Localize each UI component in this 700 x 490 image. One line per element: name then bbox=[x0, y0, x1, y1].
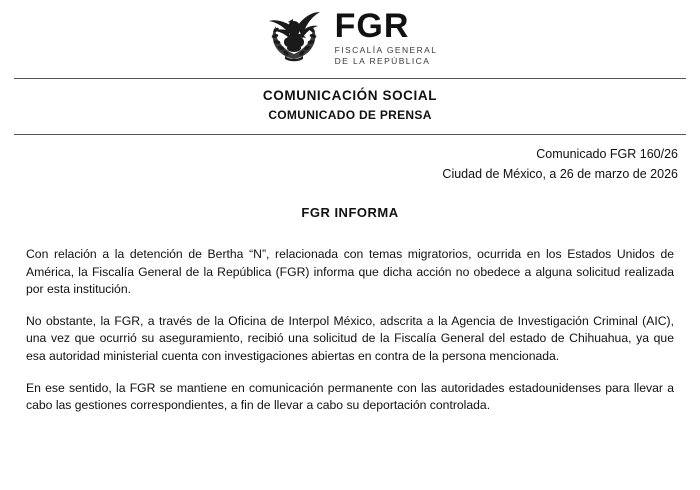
document-header bbox=[0, 0, 700, 68]
bulletin-meta bbox=[0, 135, 700, 181]
brand-line-2: DE LA REPÚBLICA bbox=[334, 55, 431, 66]
brand-lockup bbox=[335, 9, 438, 65]
brand-acronym: FGR bbox=[334, 7, 410, 45]
paragraph: En ese sentido, la FGR se mantiene en comunicación permanente con las autoridades estadounidenses para llevar a cabo las gestiones correspondientes, a fin de llevar a cabo su deportación controlada. bbox=[26, 380, 674, 413]
mexican-coat-of-arms-icon bbox=[263, 7, 325, 67]
section-heading: FGR INFORMA bbox=[301, 205, 399, 220]
brand-line-1: FISCALÍA GENERAL bbox=[334, 45, 438, 55]
document-titles bbox=[0, 79, 700, 126]
paragraph: No obstante, la FGR, a través de la Oficina de Interpol México, adscrita a la Agencia de Investigación Criminal (AIC), una vez que ocurrió su aseguramiento, recibió una solicitud de la Fiscalía General del estado de Chihuahua, ya que esa autoridad ministerial cuenta con investigaciones abiertas en contra de la persona mencionada. bbox=[26, 313, 674, 363]
document-body bbox=[0, 246, 700, 415]
bulletin-number: Comunicado FGR 160/26 bbox=[536, 147, 678, 161]
page-title: COMUNICACIÓN SOCIAL bbox=[262, 88, 438, 103]
page-subtitle: COMUNICADO DE PRENSA bbox=[268, 108, 432, 122]
bulletin-place-date: Ciudad de México, a 26 de marzo de 2026 bbox=[442, 167, 678, 181]
paragraph: Con relación a la detención de Bertha “N”, relacionada con temas migratorios, ocurrida en los Estados Unidos de América, la Fiscalía General de la República (FGR) informa que dicha acción no obedece a alguna solicitud realizada por esta institución. bbox=[26, 247, 674, 297]
